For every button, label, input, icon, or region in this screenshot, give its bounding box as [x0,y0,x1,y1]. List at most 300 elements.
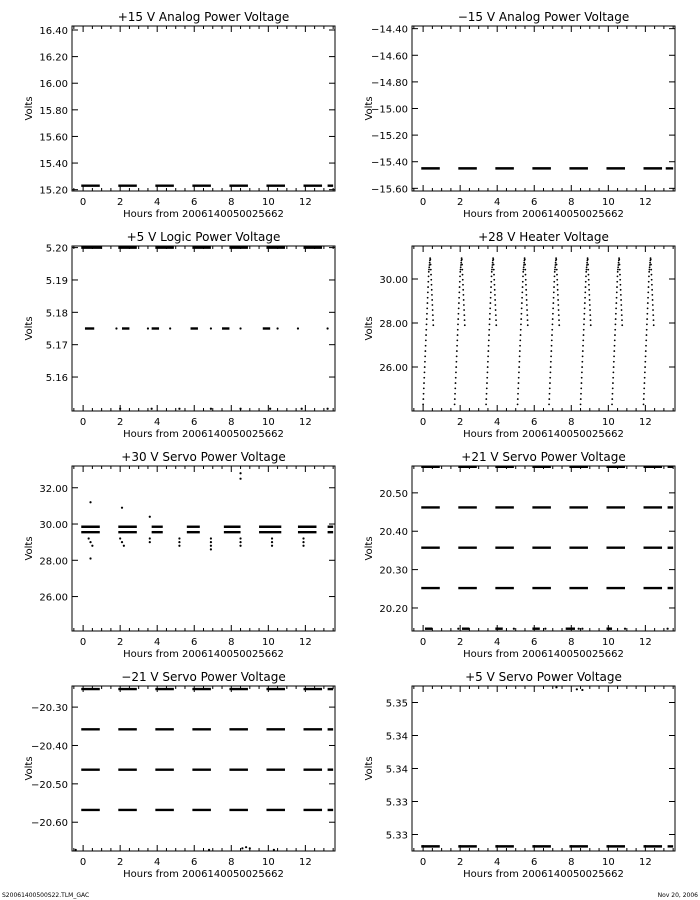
data-point [580,404,582,406]
data-point [489,318,491,320]
y-tick-label: −15.00 [370,104,408,116]
x-tick-label: 2 [116,637,124,648]
data-point [488,334,490,336]
data-point [91,545,93,547]
chart-panel-3 [24,230,335,440]
y-tick-label: 5.17 [45,340,68,352]
data-point [490,281,492,283]
x-axis-label: Hours from 2006140050025662 [123,649,284,660]
data-point [653,319,655,321]
data-point [620,294,622,296]
y-tick-label: 16.00 [39,79,68,91]
x-tick-label: 2 [456,417,464,428]
data-point [460,269,462,271]
data-point [429,259,431,261]
x-axis-label: Hours from 2006140050025662 [463,869,624,880]
data-point [584,308,586,310]
data-point [424,350,426,352]
x-tick-label: 0 [79,637,87,648]
data-point [615,313,617,315]
data-point [485,398,487,400]
data-point [513,628,515,630]
data-point [302,541,304,543]
data-point [428,266,430,268]
data-point [463,299,465,301]
data-point [239,537,241,539]
data-point [584,292,586,294]
data-point [523,266,525,268]
data-point [586,266,588,268]
data-point [646,329,648,331]
data-point [617,266,619,268]
data-point [612,377,614,379]
data-point [151,408,153,410]
x-axis-label: Hours from 2006140050025662 [463,429,624,440]
data-point [550,361,552,363]
data-point [121,507,123,509]
data-point [455,372,457,374]
data-point [271,541,273,543]
data-point [426,324,428,326]
data-point [650,259,652,261]
data-point [580,393,582,395]
data-point [588,274,590,276]
data-point [239,327,241,329]
data-point [620,284,622,286]
data-point [616,297,618,299]
data-point [558,324,560,326]
data-point [525,279,527,281]
data-point [493,264,495,266]
data-point [459,281,461,283]
y-tick-label: 5.34 [385,764,408,776]
x-tick-label: 0 [419,637,427,648]
data-point [648,276,650,278]
data-point [585,286,587,288]
x-tick-label: 2 [456,857,464,868]
chart-panel-7 [24,670,335,880]
data-point [645,340,647,342]
data-point [616,281,618,283]
data-point [644,372,646,374]
y-tick-label: 32.00 [39,483,68,495]
x-tick-label: 10 [601,637,615,648]
data-point [558,319,560,321]
data-point [489,324,491,326]
y-tick-label: 5.19 [45,275,68,287]
data-point [648,281,650,283]
data-point [557,299,559,301]
data-point [556,274,558,276]
data-point [458,297,460,299]
y-tick-label: 15.40 [39,159,68,171]
data-point [617,269,619,271]
chart-title: −15 V Analog Power Voltage [457,10,630,24]
data-point [239,545,241,547]
data-point [556,279,558,281]
data-point [494,304,496,306]
y-axis-label: Volts [24,96,35,121]
data-point [551,329,553,331]
y-tick-label: 5.16 [45,373,68,385]
data-point [520,324,522,326]
data-point [588,284,590,286]
data-point [326,408,328,410]
data-point [429,262,431,264]
data-point [526,304,528,306]
data-point [555,686,557,688]
data-point [523,269,525,271]
data-point [613,361,615,363]
data-point [462,279,464,281]
data-point [646,334,648,336]
data-point [617,271,619,273]
y-tick-label: −20.60 [30,818,68,830]
data-point [424,356,426,358]
data-point [644,382,646,384]
chart-title: +5 V Servo Power Voltage [465,670,622,684]
data-point [494,294,496,296]
data-point [149,541,151,543]
data-point [581,628,583,630]
data-point [644,361,646,363]
data-point [522,286,524,288]
data-point [489,308,491,310]
y-axis-label: Volts [364,96,375,121]
x-tick-label: 10 [261,197,275,208]
x-tick-label: 12 [298,637,312,648]
data-point [651,284,653,286]
y-tick-label: −20.30 [30,703,68,715]
data-point [458,292,460,294]
data-point [494,289,496,291]
data-point [526,309,528,311]
data-point [460,266,462,268]
x-tick-label: 12 [638,637,652,648]
x-tick-label: 0 [419,417,427,428]
data-point [649,262,651,264]
data-point [651,279,653,281]
data-point [552,318,554,320]
data-point [89,541,91,543]
data-point [423,388,425,390]
data-point [652,309,654,311]
data-point [647,292,649,294]
data-point [549,388,551,390]
y-tick-label: −15.20 [370,131,408,143]
data-point [456,356,458,358]
chart-title: +30 V Servo Power Voltage [121,450,286,464]
x-tick-label: 6 [191,637,198,648]
y-tick-label: −15.60 [370,184,408,196]
chart-panel-5 [24,450,335,660]
data-point [621,324,623,326]
chart-title: +28 V Heater Voltage [478,230,609,244]
data-point [620,299,622,301]
y-tick-label: −14.60 [370,51,408,63]
data-point [548,404,550,406]
plot-frame [72,466,335,631]
data-point [583,324,585,326]
data-point [302,545,304,547]
data-point [613,366,615,368]
x-tick-label: 6 [191,197,198,208]
data-point [583,329,585,331]
data-point [525,289,527,291]
data-point [210,408,212,410]
data-point [432,314,434,316]
data-point [425,334,427,336]
data-point [650,264,652,266]
data-point [428,269,430,271]
data-point [613,350,615,352]
data-point [581,689,583,691]
x-tick-label: 4 [154,197,161,208]
data-point [555,262,557,264]
data-point [587,264,589,266]
data-marks [75,689,334,851]
data-point [463,304,465,306]
x-tick-label: 4 [494,417,501,428]
data-point [517,388,519,390]
data-point [517,393,519,395]
data-point [430,269,432,271]
data-point [614,329,616,331]
chart-title: −21 V Servo Power Voltage [121,670,286,684]
data-point [456,361,458,363]
data-point [590,319,592,321]
x-tick-label: 8 [568,197,575,208]
data-point [646,324,648,326]
data-point [644,377,646,379]
data-point [178,537,180,539]
data-point [651,294,653,296]
data-point [653,324,655,326]
data-point [517,404,519,406]
data-point [589,299,591,301]
x-tick-label: 6 [531,197,538,208]
data-point [558,314,560,316]
data-point [583,334,585,336]
y-tick-label: 5.18 [45,308,68,320]
data-point [427,281,429,283]
chart-panel-2 [364,10,675,220]
x-tick-label: 6 [531,637,538,648]
data-point [521,302,523,304]
data-point [89,557,91,559]
y-tick-label: 15.20 [39,185,68,197]
data-point [461,269,463,271]
data-point [488,340,490,342]
data-point [589,309,591,311]
y-tick-label: 15.60 [39,132,68,144]
data-point [463,314,465,316]
x-tick-label: 2 [456,637,464,648]
data-point [651,274,653,276]
data-marks [421,686,673,846]
data-point [461,259,463,261]
x-tick-label: 0 [79,197,87,208]
data-point [456,340,458,342]
data-point [524,259,526,261]
data-point [580,398,582,400]
data-point [210,537,212,539]
data-point [616,292,618,294]
x-tick-label: 10 [601,417,615,428]
data-point [588,279,590,281]
data-point [519,356,521,358]
data-point [552,313,554,315]
data-point [430,274,432,276]
data-point [645,356,647,358]
data-point [495,324,497,326]
y-axis-label: Volts [24,316,35,341]
x-tick-label: 8 [568,637,575,648]
data-point [245,846,247,848]
data-point [210,545,212,547]
x-tick-label: 4 [494,197,501,208]
data-point [619,264,621,266]
x-tick-label: 12 [298,197,312,208]
data-point [589,314,591,316]
data-point [551,340,553,342]
x-tick-label: 12 [638,417,652,428]
x-tick-label: 10 [261,417,275,428]
data-point [549,393,551,395]
data-point [491,271,493,273]
data-point [431,289,433,291]
data-point [519,350,521,352]
data-point [423,382,425,384]
y-tick-label: −20.50 [30,779,68,791]
x-tick-label: 6 [191,417,198,428]
data-point [495,314,497,316]
data-point [425,340,427,342]
data-point [552,302,554,304]
x-tick-label: 6 [531,857,538,868]
x-tick-label: 8 [568,417,575,428]
data-point [555,259,557,261]
data-point [489,313,491,315]
data-point [554,269,556,271]
data-point [463,309,465,311]
x-axis-label: Hours from 2006140050025662 [463,209,624,220]
data-point [518,366,520,368]
data-point [424,372,426,374]
data-point [431,294,433,296]
data-point [427,302,429,304]
data-point [644,366,646,368]
data-point [652,304,654,306]
data-point [485,404,487,406]
data-point [490,292,492,294]
data-marks [81,472,333,559]
data-point [652,314,654,316]
y-axis-label: Volts [364,756,375,781]
data-point [583,318,585,320]
x-tick-label: 8 [568,857,575,868]
data-point [551,334,553,336]
data-point [427,297,429,299]
data-point [178,545,180,547]
data-point [581,366,583,368]
data-point [614,340,616,342]
y-tick-label: 5.33 [385,830,408,842]
data-point [652,299,654,301]
data-point [210,327,212,329]
data-point [494,284,496,286]
data-point [621,319,623,321]
data-point [557,304,559,306]
data-point [178,408,180,410]
data-point [178,541,180,543]
data-point [581,372,583,374]
data-point [428,271,430,273]
data-point [557,284,559,286]
data-point [426,308,428,310]
x-tick-label: 10 [601,197,615,208]
y-tick-label: 30.00 [39,520,68,532]
data-marks [422,257,654,405]
data-point [520,329,522,331]
x-axis-label: Hours from 2006140050025662 [463,649,624,660]
data-point [423,377,425,379]
data-point [553,281,555,283]
data-point [645,350,647,352]
y-tick-label: −14.40 [370,24,408,36]
data-point [326,327,328,329]
data-marks [81,248,328,410]
data-point [618,259,620,261]
y-tick-label: 5.20 [45,243,68,255]
data-point [620,304,622,306]
data-point [271,545,273,547]
data-point [520,318,522,320]
data-point [487,350,489,352]
data-point [587,259,589,261]
data-point [425,329,427,331]
data-point [586,262,588,264]
data-point [464,319,466,321]
data-point [548,398,550,400]
data-point [210,548,212,550]
data-point [457,334,459,336]
chart-panel-6 [364,450,675,660]
data-point [432,319,434,321]
data-point [488,345,490,347]
data-point [557,289,559,291]
data-point [580,388,582,390]
data-point [578,628,580,630]
data-point [147,327,149,329]
data-point [615,308,617,310]
data-point [617,276,619,278]
x-tick-label: 4 [154,417,161,428]
data-point [590,324,592,326]
data-point [581,382,583,384]
x-tick-label: 2 [456,197,464,208]
data-point [524,269,526,271]
x-tick-label: 10 [601,857,615,868]
data-point [583,313,585,315]
data-point [523,262,525,264]
data-point [459,276,461,278]
chart-title: +21 V Servo Power Voltage [461,450,626,464]
data-point [550,372,552,374]
x-tick-label: 0 [419,197,427,208]
data-marks [421,467,673,630]
data-point [576,688,578,690]
